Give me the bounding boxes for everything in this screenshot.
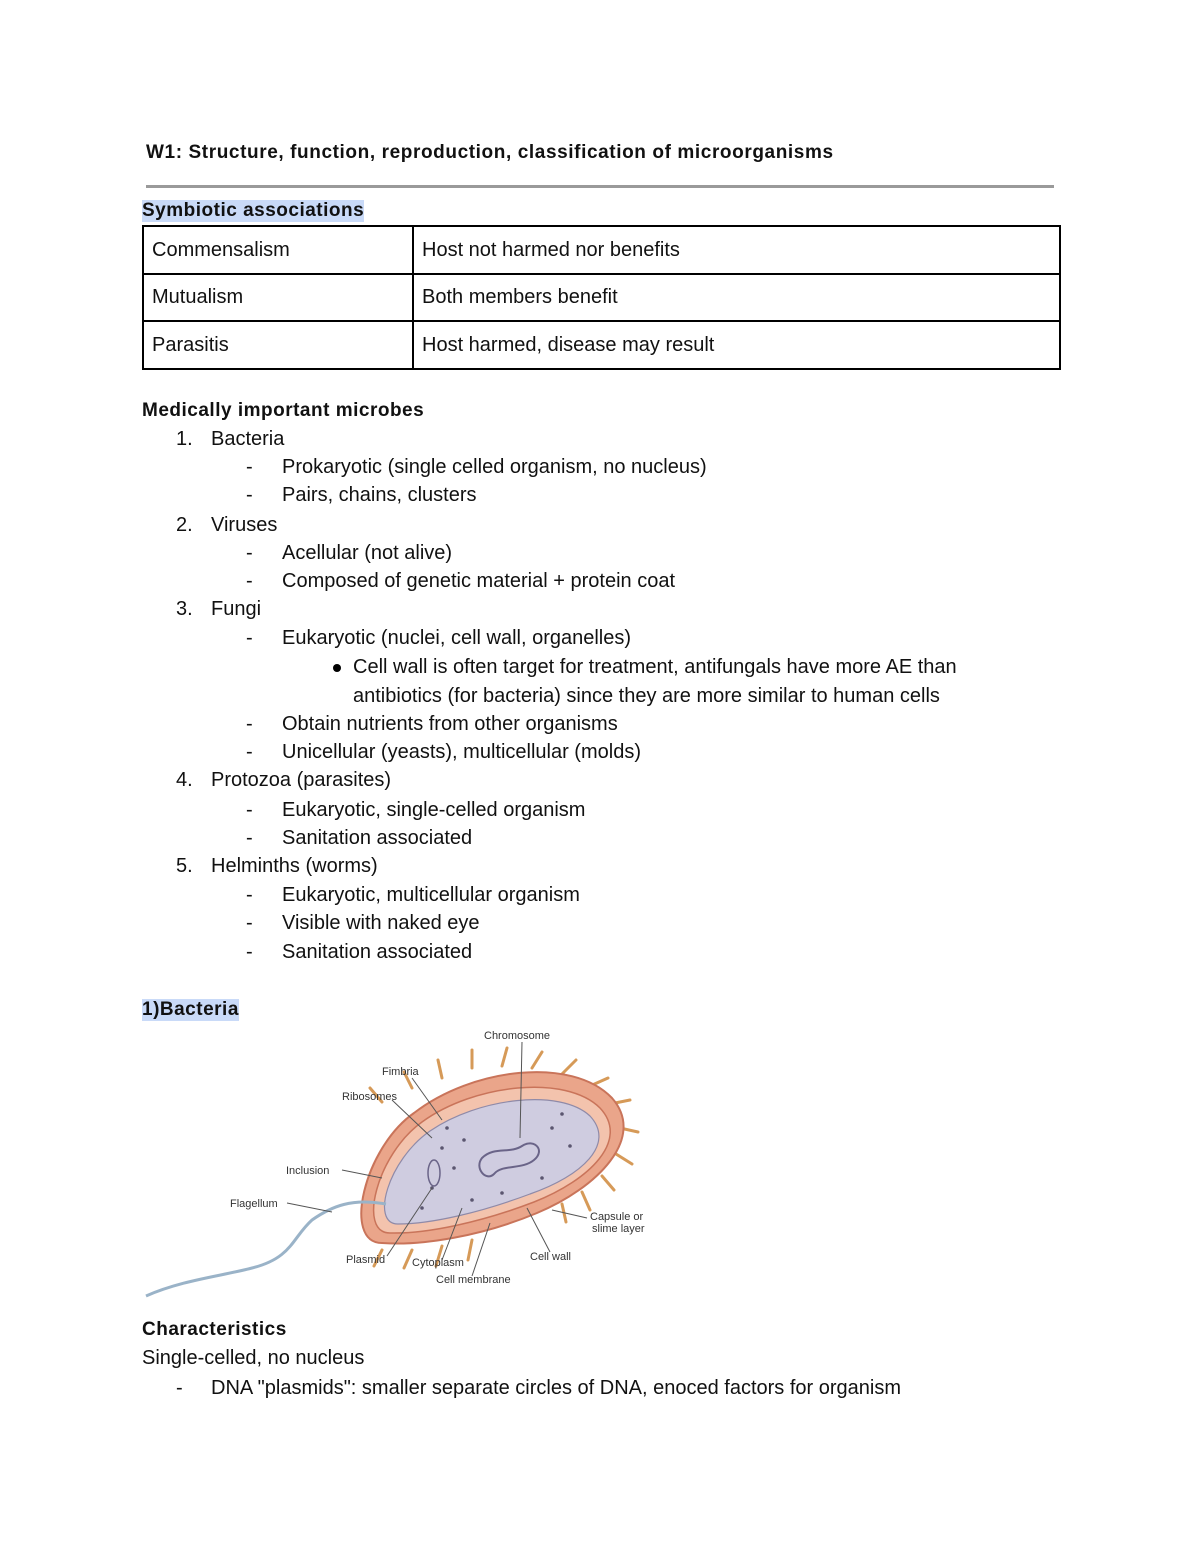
list-subitem: Eukaryotic, multicellular organism [282,884,580,906]
horizontal-rule [146,185,1054,188]
characteristics-subitem: DNA "plasmids": smaller separate circles of DNA, enoced factors for organism [211,1377,902,1399]
list-subitem: Sanitation associated [282,941,473,963]
dash-marker: - [246,570,253,592]
list-item-label: Bacteria [211,428,285,450]
symbiotic-table [142,225,1061,370]
dash-marker: - [246,456,253,478]
table-cell-desc: Both members benefit [413,274,1060,321]
label-cell-membrane: Cell membrane [436,1274,511,1286]
list-subitem: Unicellular (yeasts), multicellular (molds) [282,741,641,763]
table-cell-term: Parasitis [143,321,413,369]
list-subitem: Obtain nutrients from other organisms [282,713,618,735]
list-subitem: Composed of genetic material + protein coat [282,570,675,592]
dash-marker: - [246,627,253,649]
list-item-label: Fungi [211,598,262,620]
list-item-label: Viruses [211,514,278,536]
label-cell-wall: Cell wall [530,1251,571,1263]
table-row [143,321,1060,369]
symbiotic-heading: Symbiotic associations [142,200,365,221]
document-title: W1: Structure, function, reproduction, classification of microorganisms [146,142,834,163]
label-chromosome: Chromosome [484,1030,551,1042]
list-subitem: Visible with naked eye [282,912,480,934]
dash-marker: - [246,713,253,735]
table-cell-desc: Host not harmed nor benefits [413,226,1060,274]
dash-marker: - [246,542,253,564]
list-subsubitem-continued: antibiotics (for bacteria) since they are more similar to human cells [353,685,940,707]
label-ribosomes: Ribosomes [342,1091,398,1103]
characteristics-text: Single-celled, no nucleus [142,1347,365,1369]
list-number: 4. [176,769,193,791]
list-number: 2. [176,514,193,536]
list-number: 5. [176,855,193,877]
label-cytoplasm: Cytoplasm [412,1257,464,1269]
dash-marker: - [246,799,253,821]
list-subitem: Eukaryotic, single-celled organism [282,799,586,821]
bullet-icon [333,664,341,672]
label-capsule: Capsule or [590,1211,644,1223]
bacterial-cell-diagram [142,1028,662,1303]
table-cell-desc: Host harmed, disease may result [413,321,1060,369]
dash-marker: - [246,912,253,934]
table-cell-term: Mutualism [143,274,413,321]
list-subitem: Acellular (not alive) [282,542,453,564]
list-number: 3. [176,598,193,620]
bacterial-cell-illustration [142,1028,662,1303]
microbes-heading: Medically important microbes [142,400,425,421]
label-slime-layer: slime layer [592,1223,645,1235]
list-item-label: Helminths (worms) [211,855,378,877]
label-flagellum: Flagellum [230,1198,278,1210]
dash-marker: - [246,741,253,763]
dash-marker: - [246,884,253,906]
list-subsubitem: Cell wall is often target for treatment, antifungals have more AE than [353,656,957,678]
list-subitem: Pairs, chains, clusters [282,484,477,506]
table-cell-term: Commensalism [143,226,413,274]
dash-marker: - [246,484,253,506]
dash-marker: - [246,941,253,963]
table-row [143,274,1060,321]
list-subitem: Prokaryotic (single celled organism, no nucleus) [282,456,707,478]
table-row [143,226,1060,274]
dash-marker: - [246,827,253,849]
list-subitem: Sanitation associated [282,827,473,849]
label-plasmid: Plasmid [346,1254,386,1266]
dash-marker: - [176,1377,183,1399]
label-inclusion: Inclusion [286,1165,330,1177]
bacteria-heading: 1)Bacteria [142,999,239,1020]
list-number: 1. [176,428,193,450]
characteristics-heading: Characteristics [142,1319,287,1340]
list-item-label: Protozoa (parasites) [211,769,392,791]
flagellum-tail [146,1202,386,1296]
label-fimbria: Fimbria [382,1066,419,1078]
list-subitem: Eukaryotic (nuclei, cell wall, organelles) [282,627,632,649]
